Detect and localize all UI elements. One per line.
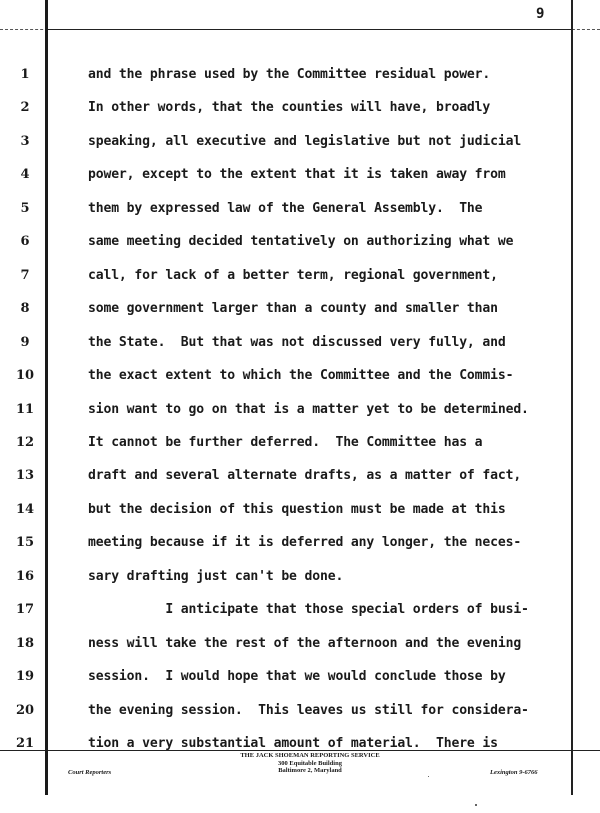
line-number: 6 — [20, 234, 30, 250]
line-number: 3 — [20, 133, 30, 149]
line-number: 21 — [15, 736, 35, 751]
line-number: 15 — [15, 535, 35, 551]
line-number: 11 — [15, 401, 35, 417]
page-number: 9 — [536, 6, 545, 22]
transcript-line: session. I would hope that we would conclude those by — [88, 669, 506, 685]
transcript-line: ness will take the rest of the afternoon and the evening — [88, 635, 522, 651]
transcript-line: power, except to the extent that it is taken away from — [88, 167, 506, 183]
transcript-line: them by expressed law of the General Assembly. The — [88, 200, 483, 216]
transcript-line: tion a very substantial amount of material. There is — [88, 736, 498, 751]
transcript-line: but the decision of this question must be made at this — [88, 501, 506, 517]
footer-phone: Lexington 9-6766 — [490, 769, 538, 776]
line-number: 17 — [15, 602, 35, 618]
transcript-line: the exact extent to which the Committee and the Commis- — [88, 368, 514, 384]
transcript-line: same meeting decided tentatively on authorizing what we — [88, 234, 514, 250]
line-number: 2 — [20, 100, 30, 116]
transcript-line: the evening session. This leaves us still for considera- — [88, 702, 529, 718]
line-number: 7 — [20, 267, 30, 283]
transcript-line: draft and several alternate drafts, as a matter of fact, — [88, 468, 522, 484]
line-number: 16 — [15, 568, 35, 584]
transcript-line: speaking, all executive and legislative but not judicial — [88, 133, 522, 149]
top-rule-solid — [47, 29, 572, 30]
footer-address-city: Baltimore 2, Maryland — [278, 767, 342, 774]
transcript-line: call, for lack of a better term, regional government, — [88, 267, 498, 283]
line-number: 18 — [15, 635, 35, 651]
transcript-line: and the phrase used by the Committee residual power. — [88, 67, 491, 82]
transcript-line: the State. But that was not discussed very fully, and — [88, 334, 506, 350]
footer-service-name: THE JACK SHOEMAN REPORTING SERVICE — [240, 752, 380, 759]
line-number: 12 — [15, 434, 35, 450]
line-number: 13 — [15, 468, 35, 484]
line-number: 5 — [20, 200, 30, 216]
line-number: 8 — [20, 301, 30, 317]
line-number: 1 — [20, 67, 30, 82]
transcript-line: I anticipate that those special orders of busi- — [88, 602, 529, 618]
transcript-line: some government larger than a county and smaller than — [88, 301, 498, 317]
footer-court-reporters: Court Reporters — [68, 769, 112, 776]
transcript-line: sion want to go on that is a matter yet to be determined. — [88, 401, 529, 417]
line-number: 14 — [15, 501, 35, 517]
line-number: 4 — [20, 167, 30, 183]
right-margin-rule — [571, 0, 573, 795]
transcript-line: sary drafting just can't be done. — [88, 568, 344, 584]
scan-speck — [475, 804, 477, 806]
line-number: 10 — [15, 368, 35, 384]
scan-speck — [428, 776, 429, 777]
footer-reporting-service — [180, 752, 440, 775]
footer-address-building: 300 Equitable Building — [278, 759, 342, 767]
left-margin-rule — [45, 0, 48, 795]
transcript-line: It cannot be further deferred. The Committee has a — [88, 434, 483, 450]
line-number: 9 — [20, 334, 30, 350]
line-number: 19 — [15, 669, 35, 685]
transcript-line: In other words, that the counties will have, broadly — [88, 100, 491, 116]
line-number: 20 — [15, 702, 35, 718]
transcript-line: meeting because if it is deferred any longer, the neces- — [88, 535, 522, 551]
